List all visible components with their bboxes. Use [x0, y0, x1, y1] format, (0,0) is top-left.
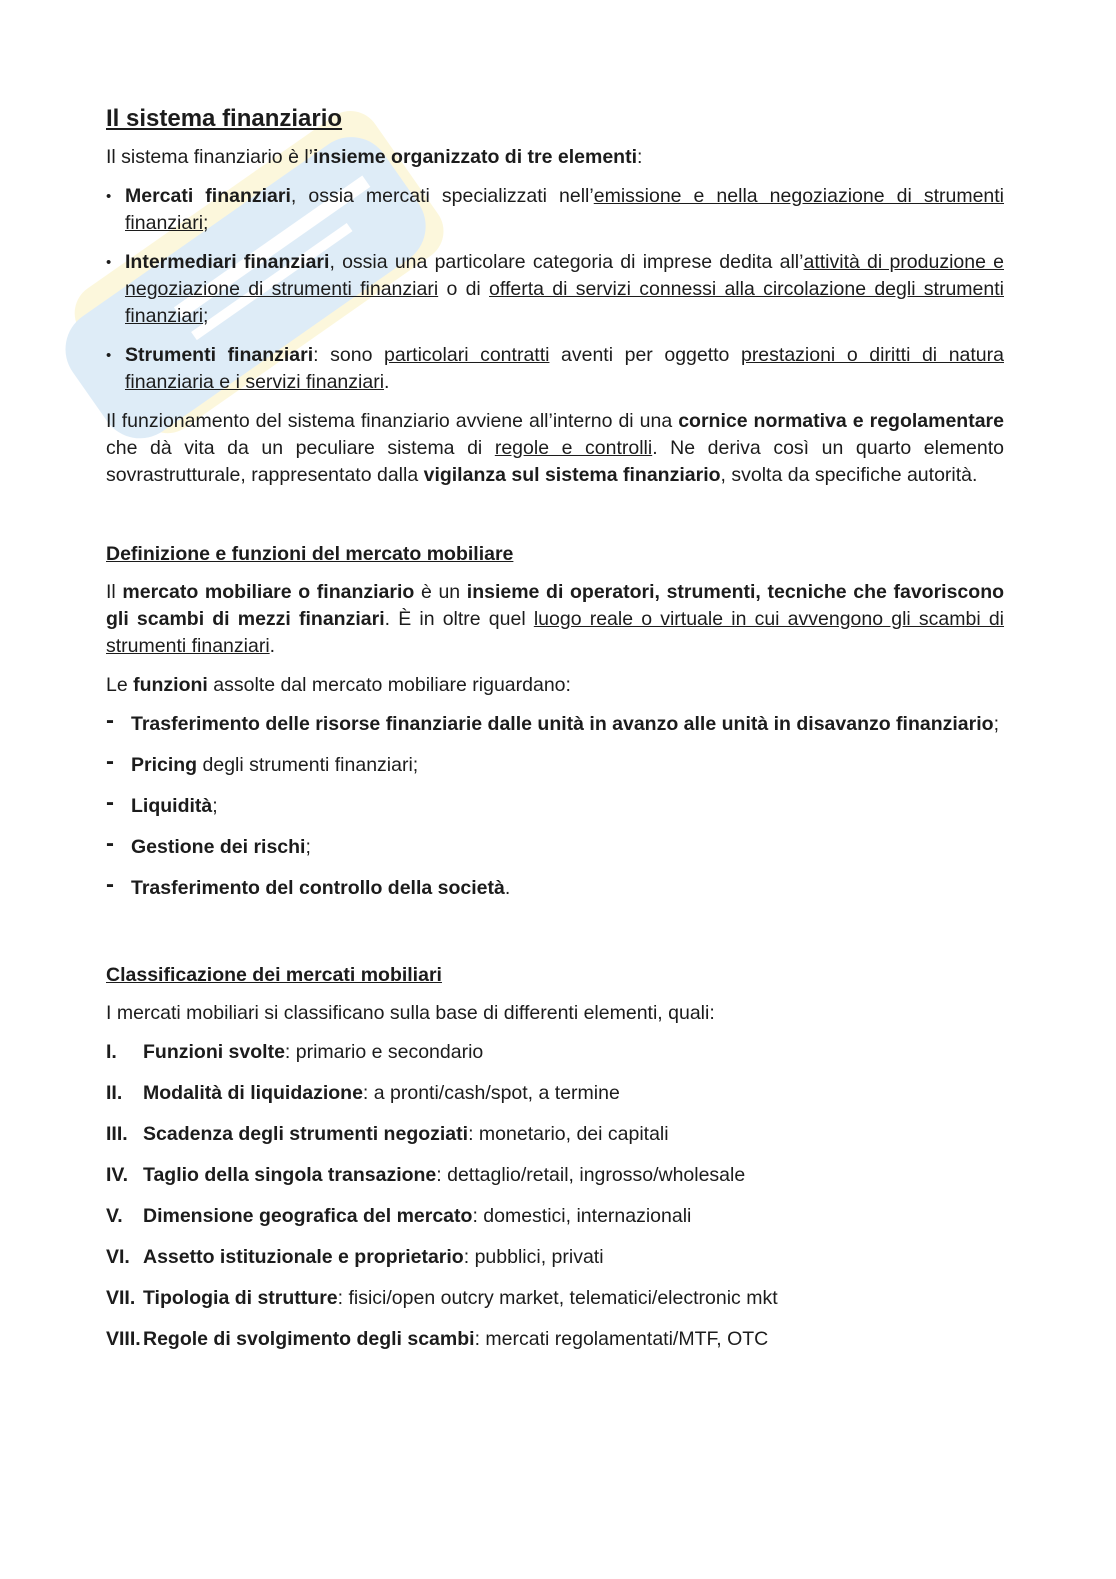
functions-list [106, 711, 1004, 902]
list-item: • Mercati finanziari, ossia mercati specializzati nell’emissione e nella negoziazione di strumenti finanziari; [106, 183, 1004, 237]
framework-paragraph: Il funzionamento del sistema finanziario avviene all’interno di una cornice normativa e regolamentare che dà vita da un peculiare sistema di regole e controlli. Ne deriva così un quarto elemento sovrastrutturale, rappresentato dalla vigilanza sul sistema finanziario, svolta da specifiche autorità. [106, 410, 1004, 486]
classification-intro: I mercati mobiliari si classificano sulla base di differenti elementi, quali: [106, 1002, 715, 1024]
list-item: - Liquidità; [106, 793, 1004, 820]
list-item: I. Funzioni svolte: primario e secondario [106, 1041, 484, 1063]
document-content [106, 104, 1004, 1367]
functions-intro: Le funzioni assolte dal mercato mobiliare riguardano: [106, 674, 571, 696]
section-title-definizione: Definizione e funzioni del mercato mobiliare [106, 543, 514, 565]
list-item: - Trasferimento del controllo della società. [106, 875, 1004, 902]
elements-list [106, 183, 1004, 396]
list-item: • Intermediari finanziari, ossia una particolare categoria di imprese dedita all’attività di produzione e negoziazione di strumenti finanziari o di offerta di servizi connessi alla circolazione degli strumenti finanziari; [106, 249, 1004, 330]
classification-list [106, 1039, 1004, 1353]
list-item: VIII. Regole di svolgimento degli scambi: mercati regolamentati/MTF, OTC [106, 1328, 769, 1350]
list-item: VII. Tipologia di strutture: fisici/open outcry market, telematici/electronic mkt [106, 1287, 778, 1309]
list-item: IV. Taglio della singola transazione: dettaglio/retail, ingrosso/wholesale [106, 1164, 746, 1186]
list-item: II. Modalità di liquidazione: a pronti/cash/spot, a termine [106, 1082, 620, 1104]
intro-paragraph: Il sistema finanziario è l’insieme organizzato di tre elementi: [106, 146, 643, 168]
list-item: • Strumenti finanziari: sono particolari contratti aventi per oggetto prestazioni o diritti di natura finanziaria e i servizi finanziari. [106, 342, 1004, 396]
list-item: - Trasferimento delle risorse finanziarie dalle unità in avanzo alle unità in disavanzo finanziario; [106, 711, 1004, 738]
section-title-classificazione: Classificazione dei mercati mobiliari [106, 964, 442, 986]
list-item: III. Scadenza degli strumenti negoziati: monetario, dei capitali [106, 1123, 669, 1145]
page-title: Il sistema finanziario [106, 105, 343, 132]
list-item: VI. Assetto istituzionale e proprietario: pubblici, privati [106, 1246, 604, 1268]
definition-paragraph: Il mercato mobiliare o finanziario è un insieme di operatori, strumenti, tecniche che favoriscono gli scambi di mezzi finanziari. È in oltre quel luogo reale o virtuale in cui avvengono gli scambi di strumenti finanziari. [106, 581, 1005, 657]
list-item: - Pricing degli strumenti finanziari; [106, 752, 1004, 779]
list-item: V. Dimensione geografica del mercato: domestici, internazionali [106, 1205, 692, 1227]
list-item: - Gestione dei rischi; [106, 834, 1004, 861]
